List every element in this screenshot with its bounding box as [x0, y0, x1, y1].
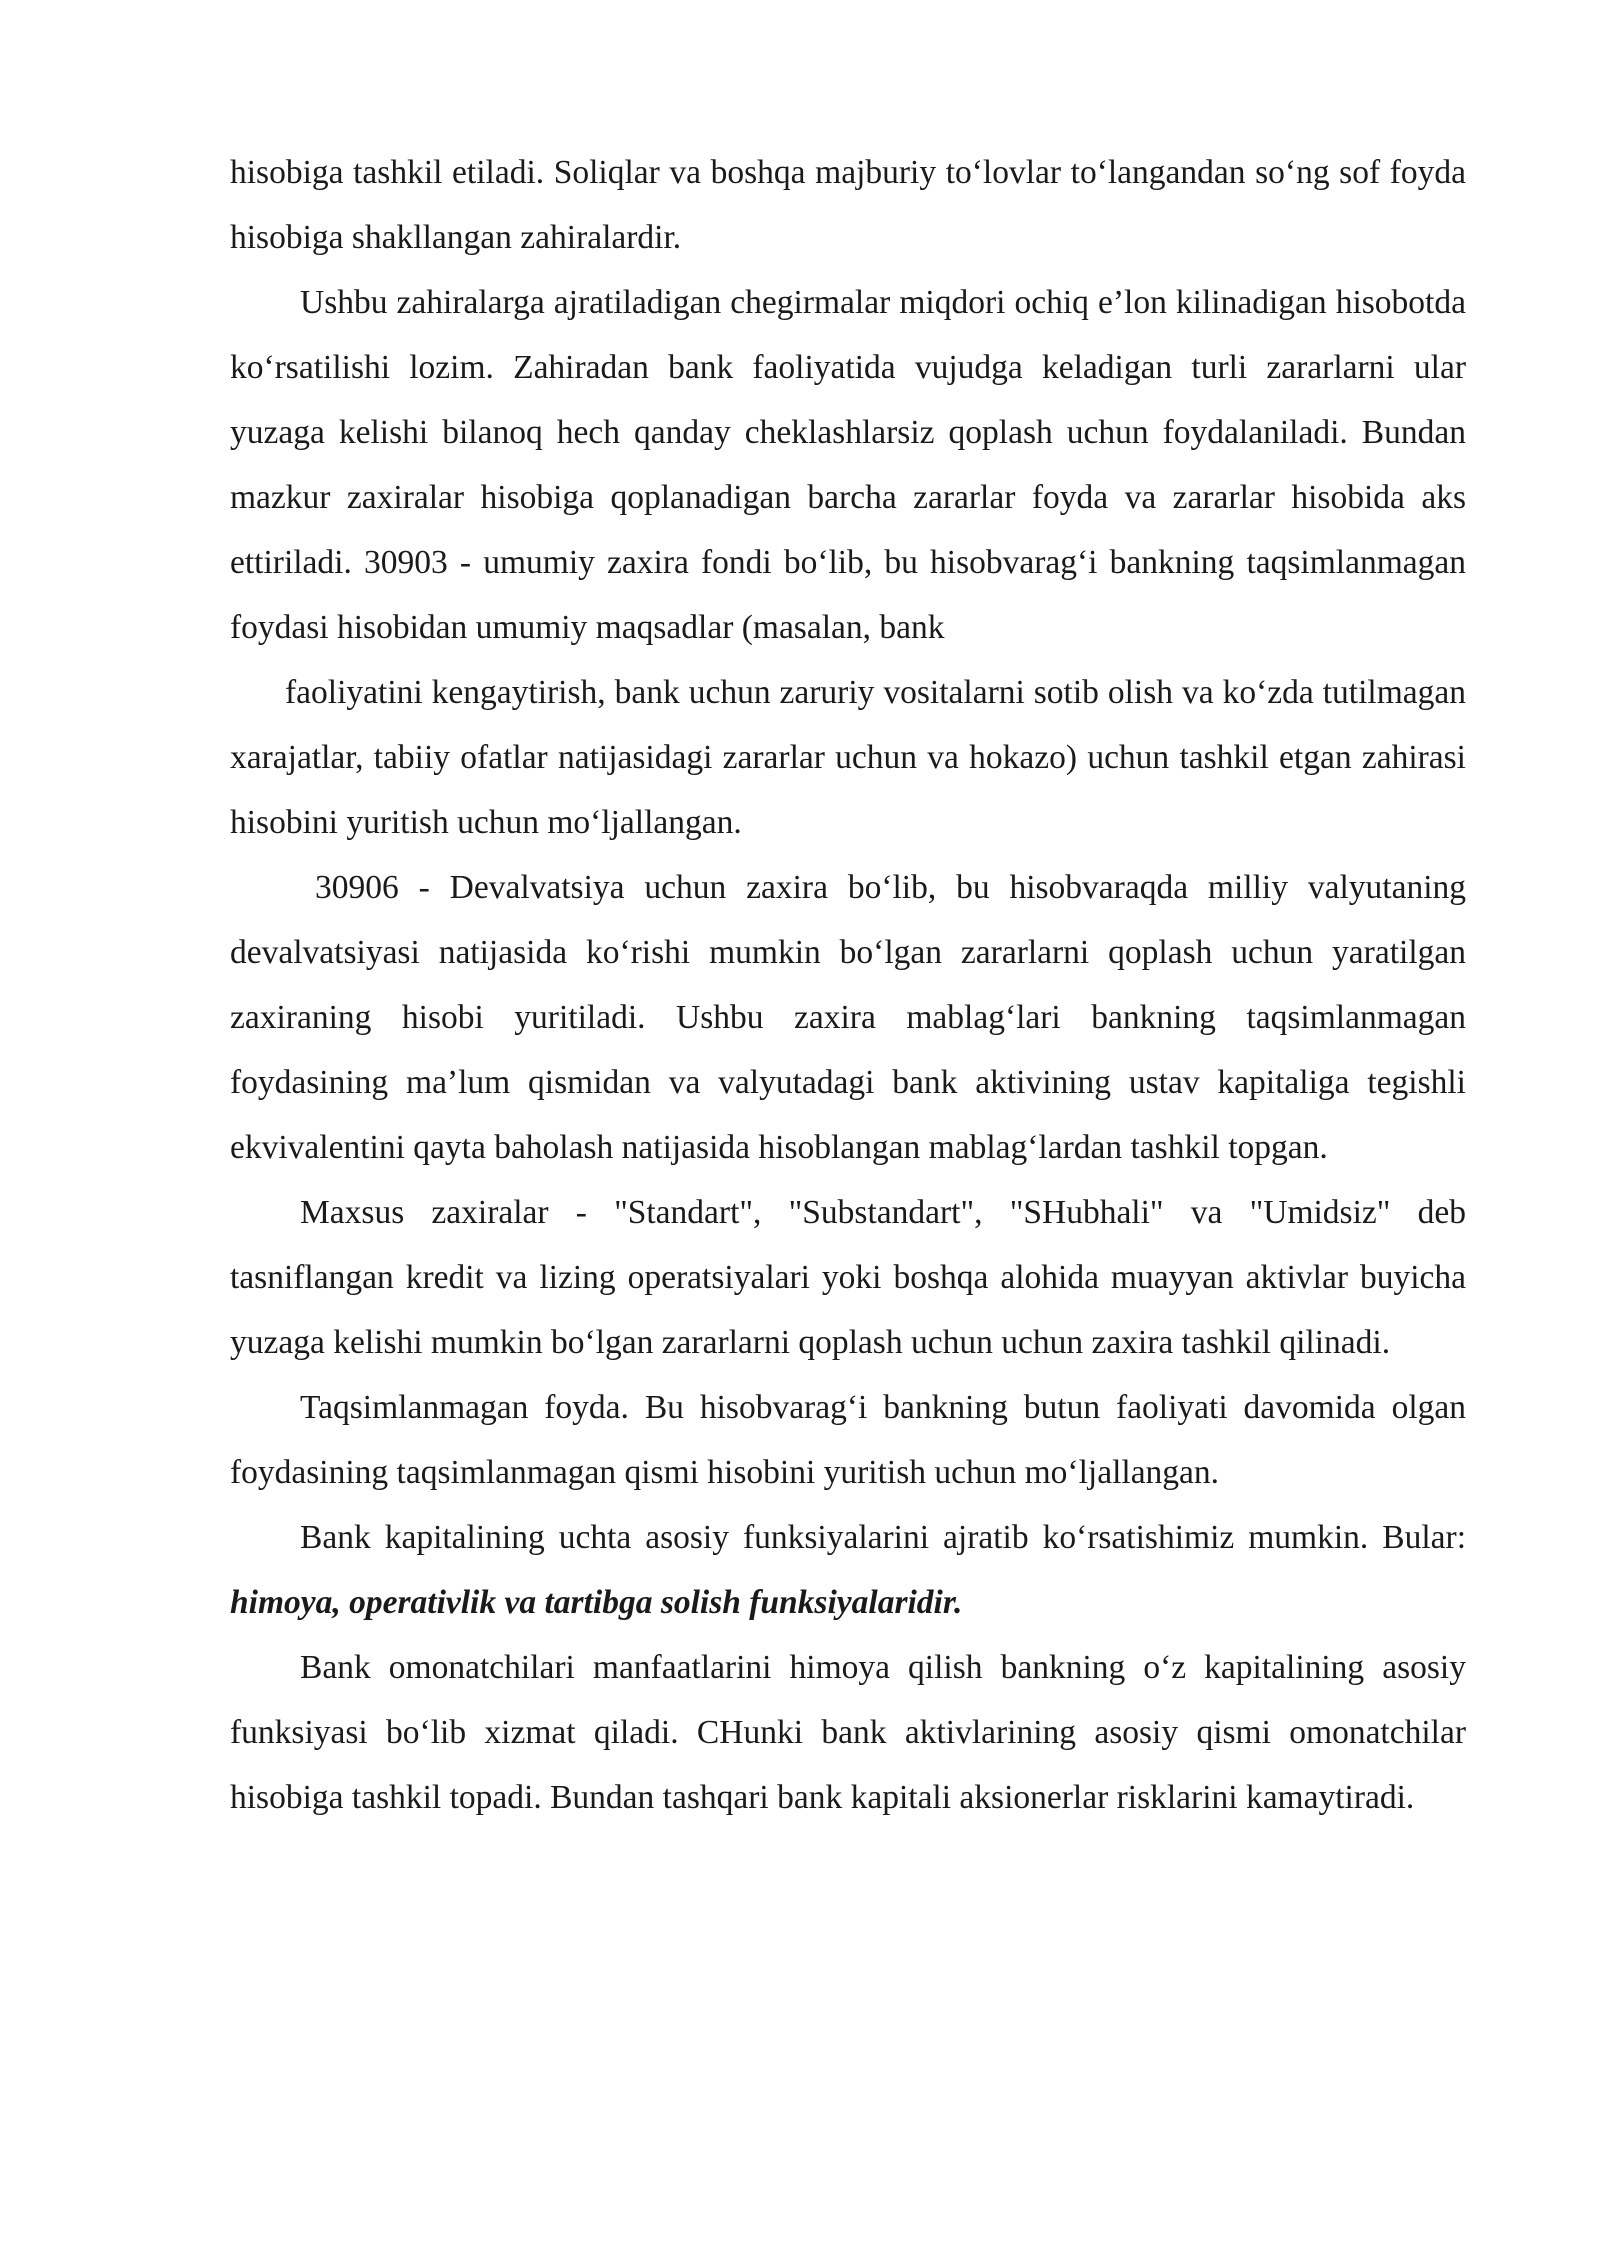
paragraph-8: Bank omonatchilari manfaatlarini himoya qilish bankning o‘z kapitalining asosiy funksiyasi bo‘lib xizmat qiladi. CHunki bank aktivlarining asosiy qismi omonatchilar hisobiga tashkil topadi. Bundan tashqari bank kapitali aksionerlar risklarini kamaytiradi. [230, 1649, 1466, 1816]
paragraph-4: 30906 - Devalvatsiya uchun zaxira bo‘lib, bu hisobvaraqda milliy valyutaning devalvatsiyasi natijasida ko‘rishi mumkin bo‘lgan zararlarni qoplash uchun yaratilgan zaxiraning hisobi yuritiladi. Ushbu zaxira mablag‘lari bankning taqsimlanmagan foydasining ma’lum qismidan va valyutadagi bank aktivining ustav kapitaliga tegishli ekvivalentini qayta baholash natijasida hisoblangan mablag‘lardan tashkil topgan. [230, 869, 1466, 1166]
paragraph-7-lead: Bank kapitalining uchta asosiy funksiyalarini ajratib ko‘rsatishimiz mumkin. Bular: [300, 1519, 1466, 1556]
paragraph-6: Taqsimlanmagan foyda. Bu hisobvarag‘i bankning butun faoliyati davomida olgan foydasining taqsimlanmagan qismi hisobini yuritish uchun mo‘ljallangan. [230, 1389, 1466, 1491]
paragraph-7 [230, 1505, 1466, 1635]
paragraph-5: Maxsus zaxiralar - "Standart", "Substandart", "SHubhali" va "Umidsiz" deb tasniflangan kredit va lizing operatsiyalari yoki boshqa alohida muayyan aktivlar buyicha yuzaga kelishi mumkin bo‘lgan zararlarni qoplash uchun uchun zaxira tashkil qilinadi. [230, 1194, 1466, 1361]
paragraph-1: hisobiga tashkil etiladi. Soliqlar va boshqa majburiy to‘lovlar to‘langandan so‘ng sof foyda hisobiga shakllangan zahiralardir. [230, 154, 1466, 256]
paragraph-2: Ushbu zahiralarga ajratiladigan chegirmalar miqdori ochiq e’lon kilinadigan hisobotda ko‘rsatilishi lozim. Zahiradan bank faoliyatida vujudga keladigan turli zararlarni ular yuzaga kelishi bilanoq hech qanday cheklashlarsiz qoplash uchun foydalaniladi. Bundan mazkur zaxiralar hisobiga qoplanadigan barcha zararlar foyda va zararlar hisobida aks ettiriladi. 30903 - umumiy zaxira fondi bo‘lib, bu hisobvarag‘i bankning taqsimlanmagan foydasi hisobidan umumiy maqsadlar (masalan, bank [230, 284, 1466, 646]
document-page [230, 140, 1466, 1830]
paragraph-7-emphasis: himoya, operativlik va tartibga solish funksiyalaridir. [230, 1584, 963, 1621]
paragraph-3: faoliyatini kengaytirish, bank uchun zaruriy vositalarni sotib olish va ko‘zda tutilmagan xarajatlar, tabiiy ofatlar natijasidagi zararlar uchun va hokazo) uchun tashkil etgan zahirasi hisobini yuritish uchun mo‘ljallangan. [230, 674, 1466, 841]
